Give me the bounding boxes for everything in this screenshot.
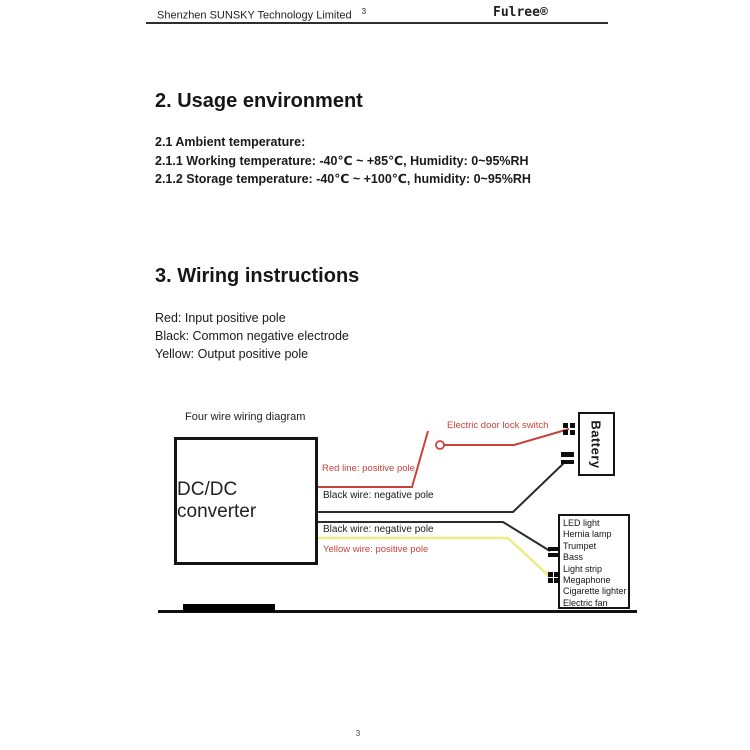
load-item: Bass [563, 552, 584, 563]
wiring-section-body [155, 309, 349, 363]
company-name: Shenzhen SUNSKY Technology Limited [157, 9, 352, 22]
black-wire-legend: Black: Common negative electrode [155, 329, 349, 343]
red-wire-supply-segment [318, 431, 428, 487]
ambient-temperature-line: 2.1 Ambient temperature: [155, 135, 306, 149]
load-list-box [558, 514, 630, 609]
black-wire-label-loads: Black wire: negative pole [323, 524, 434, 535]
load-item: Hernia lamp [563, 529, 612, 540]
yellow-wire-legend: Yellow: Output positive pole [155, 347, 309, 361]
load-item: Cigarette lighter [563, 586, 627, 597]
wiring-section-title: 3. Wiring instructions [155, 265, 360, 287]
load-item: Megaphone [563, 575, 611, 586]
usage-section-title: 2. Usage environment [155, 90, 363, 112]
header-company [157, 7, 366, 22]
battery-label: Battery [589, 419, 605, 469]
load-item: LED light [563, 518, 600, 528]
dcdc-converter-box [174, 437, 318, 565]
footer-page-number: 3 [355, 729, 361, 738]
battery-box [578, 412, 615, 476]
yellow-wire-label: Yellow wire: positive pole [323, 544, 429, 555]
battery-negative-terminal-icon [561, 452, 574, 467]
diagram-caption: Four wire wiring diagram [185, 411, 306, 423]
load-item: Light strip [563, 563, 603, 574]
door-lock-switch-label: Electric door lock switch [447, 420, 549, 431]
red-wire-label: Red line: positive pole [322, 463, 415, 474]
red-wire-battery-segment [444, 429, 569, 445]
load-item: Electric fan [563, 597, 608, 608]
brand-logo: Fulree® [493, 5, 548, 20]
load-negative-terminal-icon [548, 547, 559, 559]
black-wire-label-battery: Black wire: negative pole [323, 490, 434, 501]
red-wire-legend: Red: Input positive pole [155, 311, 286, 325]
header-rule [146, 22, 608, 24]
working-temperature-line: 2.1.1 Working temperature: -40℃ ~ +85℃, Humidity: 0~95%RH [155, 153, 529, 168]
ground-bar-icon [183, 604, 275, 612]
switch-contact-icon [436, 441, 444, 449]
storage-temperature-line: 2.1.2 Storage temperature: -40℃ ~ +100℃, humidity: 0~95%RH [155, 172, 531, 186]
load-item: Trumpet [563, 540, 597, 551]
usage-section-body [155, 133, 531, 189]
load-positive-terminal-icon [548, 572, 559, 583]
dcdc-converter-label: DC/DC converter [177, 479, 257, 522]
battery-positive-terminal-icon [563, 423, 575, 435]
header-superscript: 3 [361, 7, 367, 16]
